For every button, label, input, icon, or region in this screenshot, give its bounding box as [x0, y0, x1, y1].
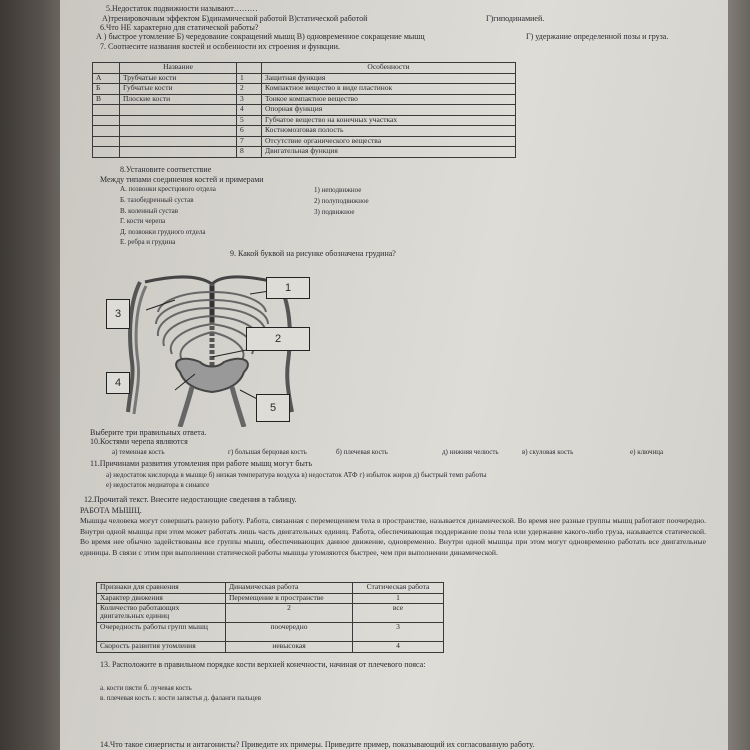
q7-cell-letter — [93, 115, 120, 126]
q12-cell-criterion: Очередность работы групп мышц — [97, 623, 226, 642]
q7-cell-num: 3 — [237, 94, 262, 105]
q10-option-a: а) теменная кость — [112, 448, 165, 456]
q8-left-a: А. позвонки крестцового отдела — [120, 185, 216, 193]
q7-cell-letter: Б — [93, 84, 120, 95]
q7-cell-num: 7 — [237, 136, 262, 147]
q6-option-g: Г) удержание определенной позы и груза. — [526, 32, 669, 41]
q12-row — [97, 623, 444, 642]
q7-table — [92, 62, 516, 158]
q11-stem: 11.Причинами развития утомления при работе мышц могут быть — [90, 459, 312, 468]
q7-cell-letter: А — [93, 73, 120, 84]
q8-right-1: 1) неподвижное — [314, 186, 362, 194]
q12-header-static: Статическая работа — [353, 583, 444, 594]
q7-cell-feature: Опорная функция — [262, 105, 516, 116]
q8-left-f: Е. ребра и грудина — [120, 238, 176, 246]
q7-cell-letter — [93, 126, 120, 137]
q12-cell-dynamic: поочередно — [226, 623, 353, 642]
q12-row — [97, 593, 444, 604]
q8-left-b: Б. тазобедренный сустав — [120, 196, 194, 204]
q12-row — [97, 642, 444, 653]
q12-text: Мышцы человека могут совершать разную работу. Работа, связанная с перемещением тела в пространстве, называется динамической. Во время нее разные группы мышц работают поочередно. Внутри одной мышцы при этом может работать лишь часть двигательных единиц. Работа, обеспечивающая поддержание позы тела или удержание какого-либо груза, называется статической. Во время нее обычно задействованы все группы мышц, обеспечивающих данное движение, одновременно. Внутри одной мышцы при этом могут одновременно работать все двигательные единицы. В связи с этим при выполнении статической работы мышцы утомляются быстрее, чем при выполнении динамической. — [80, 516, 706, 557]
q11-line1: а) недостаток кислорода в мышце б) низкая температура воздуха в) недостаток АТФ г) избыток жиров д) быстрый темп работы — [106, 471, 487, 479]
q12-header-criteria: Признаки для сравнения — [97, 583, 226, 594]
q7-cell-num: 6 — [237, 126, 262, 137]
q7-cell-name — [120, 115, 237, 126]
q12-cell-dynamic: 2 — [226, 604, 353, 623]
q7-cell-name — [120, 105, 237, 116]
label-box-3: 3 — [106, 299, 130, 329]
q12-row — [97, 604, 444, 623]
q7-cell-feature: Компактное вещество в виде пластинок — [262, 84, 516, 95]
q12-stem: 12.Прочитай текст. Внесите недостающие сведения в таблицу. — [84, 495, 297, 504]
label-box-1: 1 — [266, 277, 310, 299]
q8-left-e: Д. позвонки грудного отдела — [120, 228, 206, 236]
q12-cell-static: 3 — [353, 623, 444, 642]
q5-stem: 5.Недостаток подвижности называют……… — [106, 4, 258, 13]
q14-stem: 14.Что такое синергисты и антагонисты? Приведите их примеры. Приведите пример, показывающий их согласованную работу. — [100, 740, 535, 749]
q13-line1: а. кости пясти б. лучевая кость — [100, 684, 192, 692]
q7-cell-num: 2 — [237, 84, 262, 95]
q7-row — [93, 73, 516, 84]
q10-option-d: д) нижняя челюсть — [442, 448, 499, 456]
q7-cell-name: Губчатые кости — [120, 84, 237, 95]
q7-cell-feature: Тонкое компактное вещество — [262, 94, 516, 105]
q12-cell-dynamic: Перемещение в пространстве — [226, 593, 353, 604]
q10-intro: Выберите три правильных ответа. — [90, 428, 207, 437]
q7-row — [93, 94, 516, 105]
label-box-5: 5 — [256, 394, 290, 422]
q7-header-name: Название — [120, 63, 237, 74]
q12-cell-static: 4 — [353, 642, 444, 653]
q7-cell-feature: Губчатое вещество на конечных участках — [262, 115, 516, 126]
q7-row — [93, 147, 516, 158]
q7-row — [93, 84, 516, 95]
q12-header-row — [97, 583, 444, 594]
q7-header-features: Особенности — [262, 63, 516, 74]
q12-cell-criterion: Скорость развития утомления — [97, 642, 226, 653]
q7-stem: 7. Соотнесите названия костей и особенности их строения и функции. — [100, 42, 340, 51]
q12-title: РАБОТА МЫШЦ. — [80, 506, 142, 515]
q12-cell-static: 1 — [353, 593, 444, 604]
q7-cell-name: Трубчатые кости — [120, 73, 237, 84]
q8-stem2: Между типами соединения костей и примерами — [100, 175, 264, 184]
q12-header-dynamic: Динамическая работа — [226, 583, 353, 594]
q10-stem: 10.Костями черепа являются — [90, 437, 188, 446]
q9-stem: 9. Какой буквой на рисунке обозначена грудина? — [230, 249, 396, 258]
q7-cell-name — [120, 126, 237, 137]
q7-cell-feature: Отсутствие органического вещества — [262, 136, 516, 147]
q12-cell-static: все — [353, 604, 444, 623]
q10-option-b: б) плечевая кость — [336, 448, 388, 456]
q8-right-2: 2) полуподвижное — [314, 197, 369, 205]
q12-cell-criterion: Количество работающих двигательных единиц — [97, 604, 226, 623]
q6-stem: 6.Что НЕ характерно для статической работы? — [100, 23, 259, 32]
q7-row — [93, 136, 516, 147]
q7-row — [93, 105, 516, 116]
q8-stem: 8.Установите соответствие — [120, 165, 212, 174]
q13-stem: 13. Расположите в правильном порядке кости верхней конечности, начиная от плечевого пояса: — [100, 660, 426, 669]
q12-cell-criterion: Характер движения — [97, 593, 226, 604]
q7-header-row — [93, 63, 516, 74]
label-box-2: 2 — [246, 327, 310, 351]
q13-line2: в. плечевая кость г. кости запястья д. фаланги пальцев — [100, 694, 261, 702]
q7-row — [93, 126, 516, 137]
q7-cell-name — [120, 136, 237, 147]
q7-cell-feature: Защитная функция — [262, 73, 516, 84]
q12-cell-dynamic: невысокая — [226, 642, 353, 653]
q10-option-g: г) большая берцовая кость — [228, 448, 307, 456]
label-box-4: 4 — [106, 372, 130, 394]
q8-right-3: 3) подвижное — [314, 208, 355, 216]
worksheet-page — [60, 0, 728, 750]
q10-option-v: в) скуловая кость — [522, 448, 574, 456]
q7-cell-letter — [93, 147, 120, 158]
q7-cell-name — [120, 147, 237, 158]
q7-cell-letter — [93, 105, 120, 116]
q12-table — [96, 582, 444, 653]
q7-cell-num: 1 — [237, 73, 262, 84]
q7-cell-num: 5 — [237, 115, 262, 126]
q5-options: А)тренировочным эффектом Б)динамической работой В)статической работой — [102, 14, 368, 23]
q7-cell-letter: В — [93, 94, 120, 105]
q6-options: А ) быстрое утомление Б) чередование сокращений мышц В) одновременное сокращение мышц — [96, 32, 425, 41]
q7-cell-letter — [93, 136, 120, 147]
q8-left-c: В. коленный сустав — [120, 207, 179, 215]
q11-line2: е) недостаток медиатора в синапсе — [106, 481, 210, 489]
q7-row — [93, 115, 516, 126]
q10-option-e: е) ключица — [630, 448, 664, 456]
q7-cell-num: 4 — [237, 105, 262, 116]
q7-cell-name: Плоские кости — [120, 94, 237, 105]
q8-left-d: Г. кости черепа — [120, 217, 166, 225]
q7-cell-feature: Двигательная функция — [262, 147, 516, 158]
q7-cell-num: 8 — [237, 147, 262, 158]
q7-cell-feature: Костномозговая полость — [262, 126, 516, 137]
q5-option-g: Г)гиподинамией. — [486, 14, 545, 23]
desk-left — [0, 0, 60, 750]
